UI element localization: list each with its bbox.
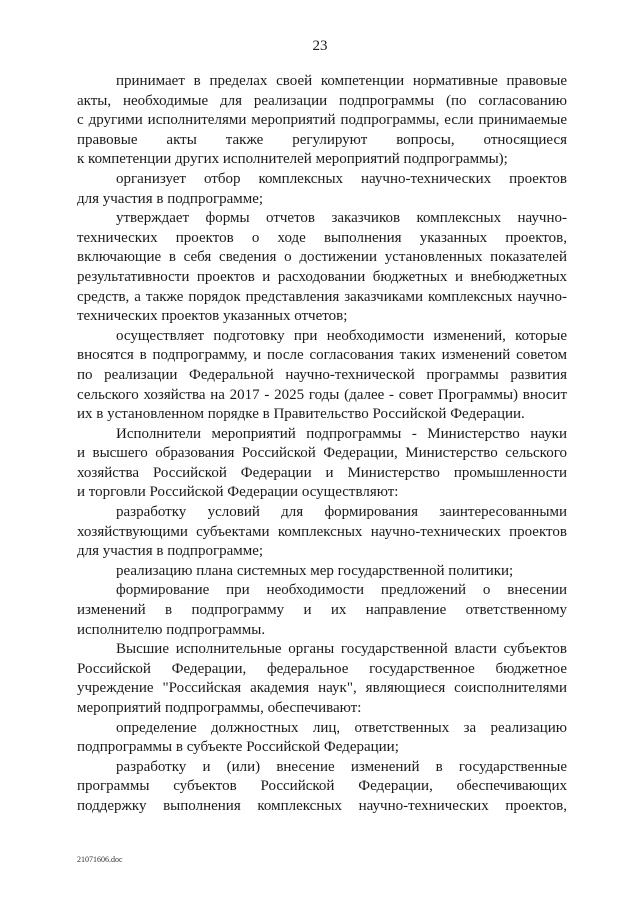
text-line: сельского хозяйства на 2017 - 2025 годы (далее - совет Программы) вносит [77, 386, 567, 403]
text-line: определение должностных лиц, ответственных за реализацию [116, 719, 567, 736]
text-line: Исполнители мероприятий подпрограммы - Министерство науки [116, 425, 567, 442]
text-line: организует отбор комплексных научно-технических проектов [116, 170, 567, 187]
text-line: по реализации Федеральной научно-технической программы развития [77, 366, 567, 383]
document-body [77, 72, 567, 817]
text-line: для участия в подпрограмме; [77, 190, 264, 207]
page-number: 23 [312, 38, 328, 54]
text-line: к компетенции других исполнителей мероприятий подпрограммы); [77, 151, 508, 168]
text-line: реализацию плана системных мер государственной политики; [116, 562, 514, 579]
text-line: изменений в подпрограмму и их направление ответственному [77, 602, 567, 619]
text-line: их в установленном порядке в Правительство Российской Федерации. [77, 406, 525, 423]
text-line: разработку условий для формирования заинтересованными [116, 504, 567, 521]
text-line: средств, а также порядок представления заказчиками комплексных научно- [77, 288, 567, 305]
text-line: правовые акты также регулируют вопросы, относящиеся [77, 131, 567, 148]
text-line: утверждает формы отчетов заказчиков комплексных научно- [116, 210, 567, 227]
text-line: учреждение "Российская академия наук", являющиеся соисполнителями [77, 680, 567, 697]
text-line: хозяйствующими субъектами комплексных научно-технических проектов [77, 523, 567, 540]
footer-file-code: 21071606.doc [77, 855, 123, 864]
text-line: для участия в подпрограмме; [77, 543, 264, 560]
text-line: исполнителю подпрограммы. [77, 621, 266, 638]
text-line: вносятся в подпрограмму, и после согласования таких изменений советом [77, 347, 567, 364]
text-line: мероприятий подпрограммы, обеспечивают: [77, 700, 362, 716]
text-line: включающие в себя сведения о достижении установленных показателей [77, 249, 567, 266]
text-line: разработку и (или) внесение изменений в государственные [116, 758, 567, 775]
text-line: и торговли Российской Федерации осуществляют: [77, 484, 399, 501]
text-line: технических проектов указанных отчетов; [77, 308, 348, 325]
text-line: осуществляет подготовку при необходимости изменений, которые [116, 327, 567, 344]
text-line: акты, необходимые для реализации подпрограммы (по согласованию [77, 92, 567, 109]
text-line: подпрограммы в субъекте Российской Федерации; [77, 739, 399, 756]
text-line: программы субъектов Российской Федерации, обеспечивающих [77, 778, 567, 795]
text-line: технических проектов о ходе выполнения указанных проектов, [77, 229, 567, 246]
text-line: с другими исполнителями мероприятий подпрограммы, если принимаемые [77, 112, 567, 129]
text-line: результативности проектов и расходовании бюджетных и внебюджетных [77, 268, 567, 285]
text-line: формирование при необходимости предложений о внесении [116, 582, 567, 599]
text-line: и высшего образования Российской Федерации, Министерство сельского [77, 445, 567, 462]
text-line: поддержку выполнения комплексных научно-технических проектов, [77, 797, 567, 814]
text-line: принимает в пределах своей компетенции нормативные правовые [116, 73, 567, 89]
text-line: хозяйства Российской Федерации и Министерство промышленности [77, 464, 567, 481]
text-line: Российской Федерации, федеральное государственное бюджетное [77, 660, 567, 677]
text-line: Высшие исполнительные органы государственной власти субъектов [116, 641, 567, 658]
